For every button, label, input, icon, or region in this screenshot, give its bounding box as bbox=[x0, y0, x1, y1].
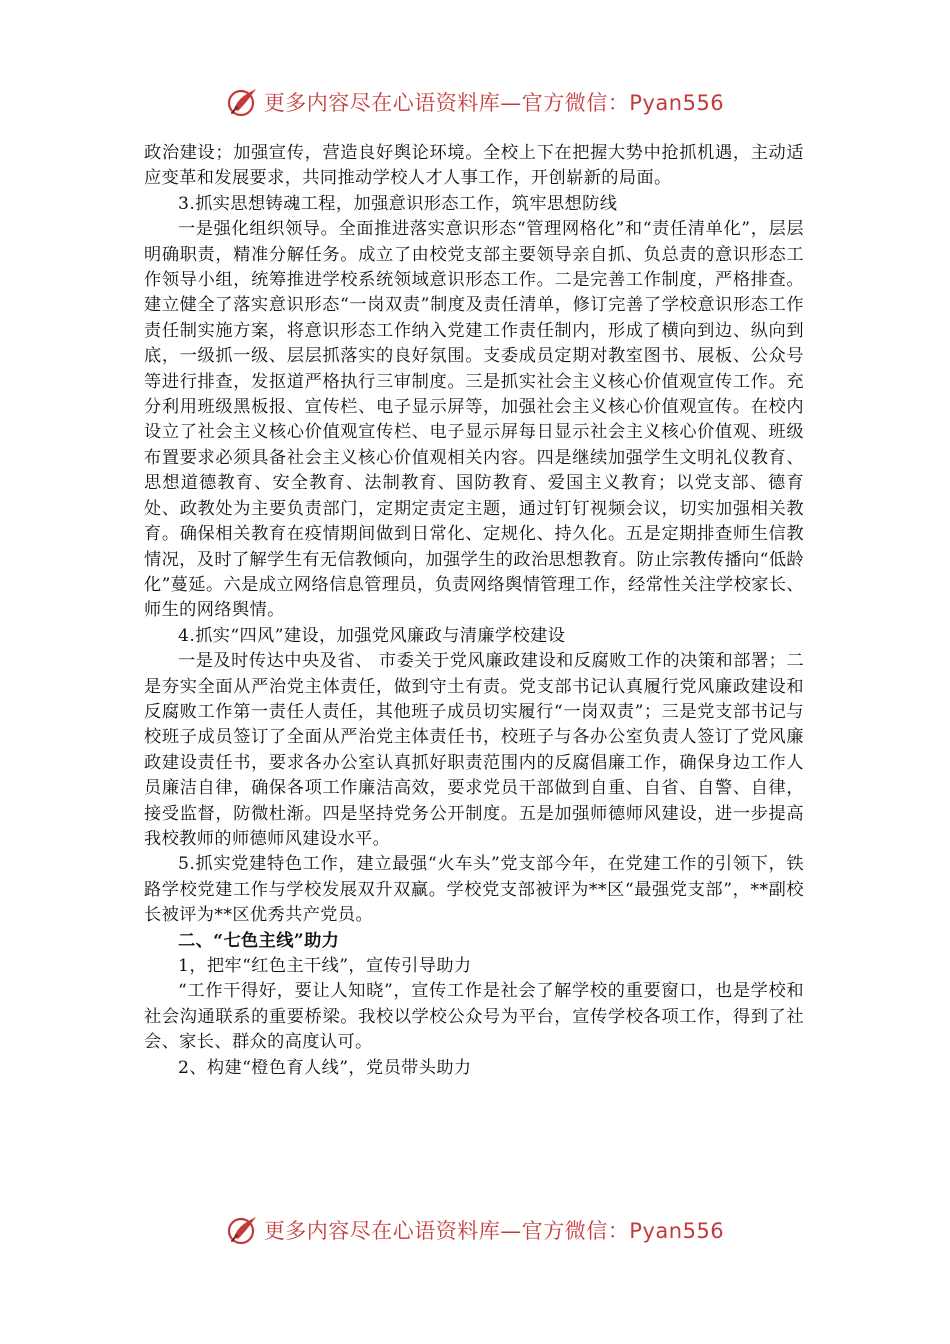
paragraph: 一是及时传达中央及省、 市委关于党风廉政建设和反腐败工作的决策和部署；二是夯实全面从严治党主体责任，做到守土有责。党支部书记认真履行党风廉政建设和反腐败工作第一责任人责任，其他班子成员切实履行“一岗双责”；三是党支部书记与校班子成员签订了全面从严治党主体责任书，校班子与各办公室负责人签订了党风廉政建设责任书，要求各办公室认真抓好职责范围内的反腐倡廉工作，确保身边工作人员廉洁自律，确保各项工作廉洁高效，要求党员干部做到自重、自省、自警、自律，接受监督，防微杜渐。四是坚持党务公开制度。五是加强师德师风建设，进一步提高我校教师的师德师风建设水平。 bbox=[144, 651, 804, 849]
banner-text: 更多内容尽在心语资料库—官方微信：Pyan556 bbox=[263, 91, 725, 115]
banner-text: 更多内容尽在心语资料库—官方微信：Pyan556 bbox=[263, 1219, 725, 1243]
paragraph: 一是强化组织领导。全面推进落实意识形态“管理网格化”和“责任清单化”，层层明确职责，精准分解任务。成立了由校党支部主要领导亲自抓、负总责的意识形态工作领导小组，统筹推进学校系统领域意识形态工作。二是完善工作制度，严格排查。建立健全了落实意识形态“一岗双责”制度及责任清单，修订完善了学校意识形态工作责任制实施方案，将意识形态工作纳入党建工作责任制内，形成了横向到边、纵向到底，一级抓一级、层层抓落实的良好氛围。支委成员定期对教室图书、展板、公众号等进行排查，发抠道严格执行三审制度。三是抓实社会主义核心价值观宣传工作。充分利用班级黑板报、宣传栏、电子显示屏等，加强社会主义核心价值观宣传。在校内设立了社会主义核心价值观宣传栏、电子显示屏每日显示社会主义核心价值观、班级布置要求必须具备社会主义核心价值观相关内容。四是继续加强学生文明礼仪教育、思想道德教育、安全教育、法制教育、国防教育、爱国主义教育；以党支部、德育处、政教处为主要负责部门，定期定责定主题，通过钉钉视频会议，切实加强相关教育。确保相关教育在疫情期间做到日常化、定规化、持久化。五是定期排查师生信教情况，及时了解学生有无信教倾向，加强学生的政治思想教育。防止宗教传播向“低龄化”蔓延。六是成立网络信息管理员，负责网络舆情管理工作，经常性关注学校家长、师生的网络舆情。 bbox=[144, 219, 804, 621]
document-body bbox=[144, 141, 804, 1081]
paragraph: 政治建设；加强宣传，营造良好舆论环境。全校上下在把握大势中抢抓机遇，主动适应变革和发展要求，共同推动学校人才人事工作，开创崭新的局面。 bbox=[144, 143, 804, 189]
section-subheading: 2、构建“橙色育人线”，党员带头助力 bbox=[178, 1057, 472, 1078]
pen-logo-icon bbox=[226, 85, 260, 119]
pen-logo-icon bbox=[226, 1213, 260, 1247]
footer-banner bbox=[0, 1210, 950, 1250]
section-subheading: 1，把牢“红色主干线”，宣传引导助力 bbox=[178, 956, 472, 976]
section-subheading: 4.抓实“四风”建设，加强党风廉政与清廉学校建设 bbox=[178, 625, 566, 646]
paragraph: 5.抓实党建特色工作，建立最强“火车头”党支部今年，在党建工作的引领下，铁路学校党建工作与学校发展双升双赢。学校党支部被评为**区“最强党支部”，**副校长被评为**区优秀共产党员。 bbox=[144, 854, 804, 926]
section-heading: 二、“七色主线”助力 bbox=[178, 930, 340, 951]
header-banner bbox=[0, 82, 950, 122]
paragraph: “工作干得好，要让人知晓”，宣传工作是社会了解学校的重要窗口，也是学校和社会沟通联系的重要桥梁。我校以学校公众号为平台，宣传学校各项工作，得到了社会、家长、群众的高度认可。 bbox=[144, 981, 804, 1053]
section-subheading: 3.抓实思想铸魂工程，加强意识形态工作，筑牢思想防线 bbox=[178, 193, 618, 214]
